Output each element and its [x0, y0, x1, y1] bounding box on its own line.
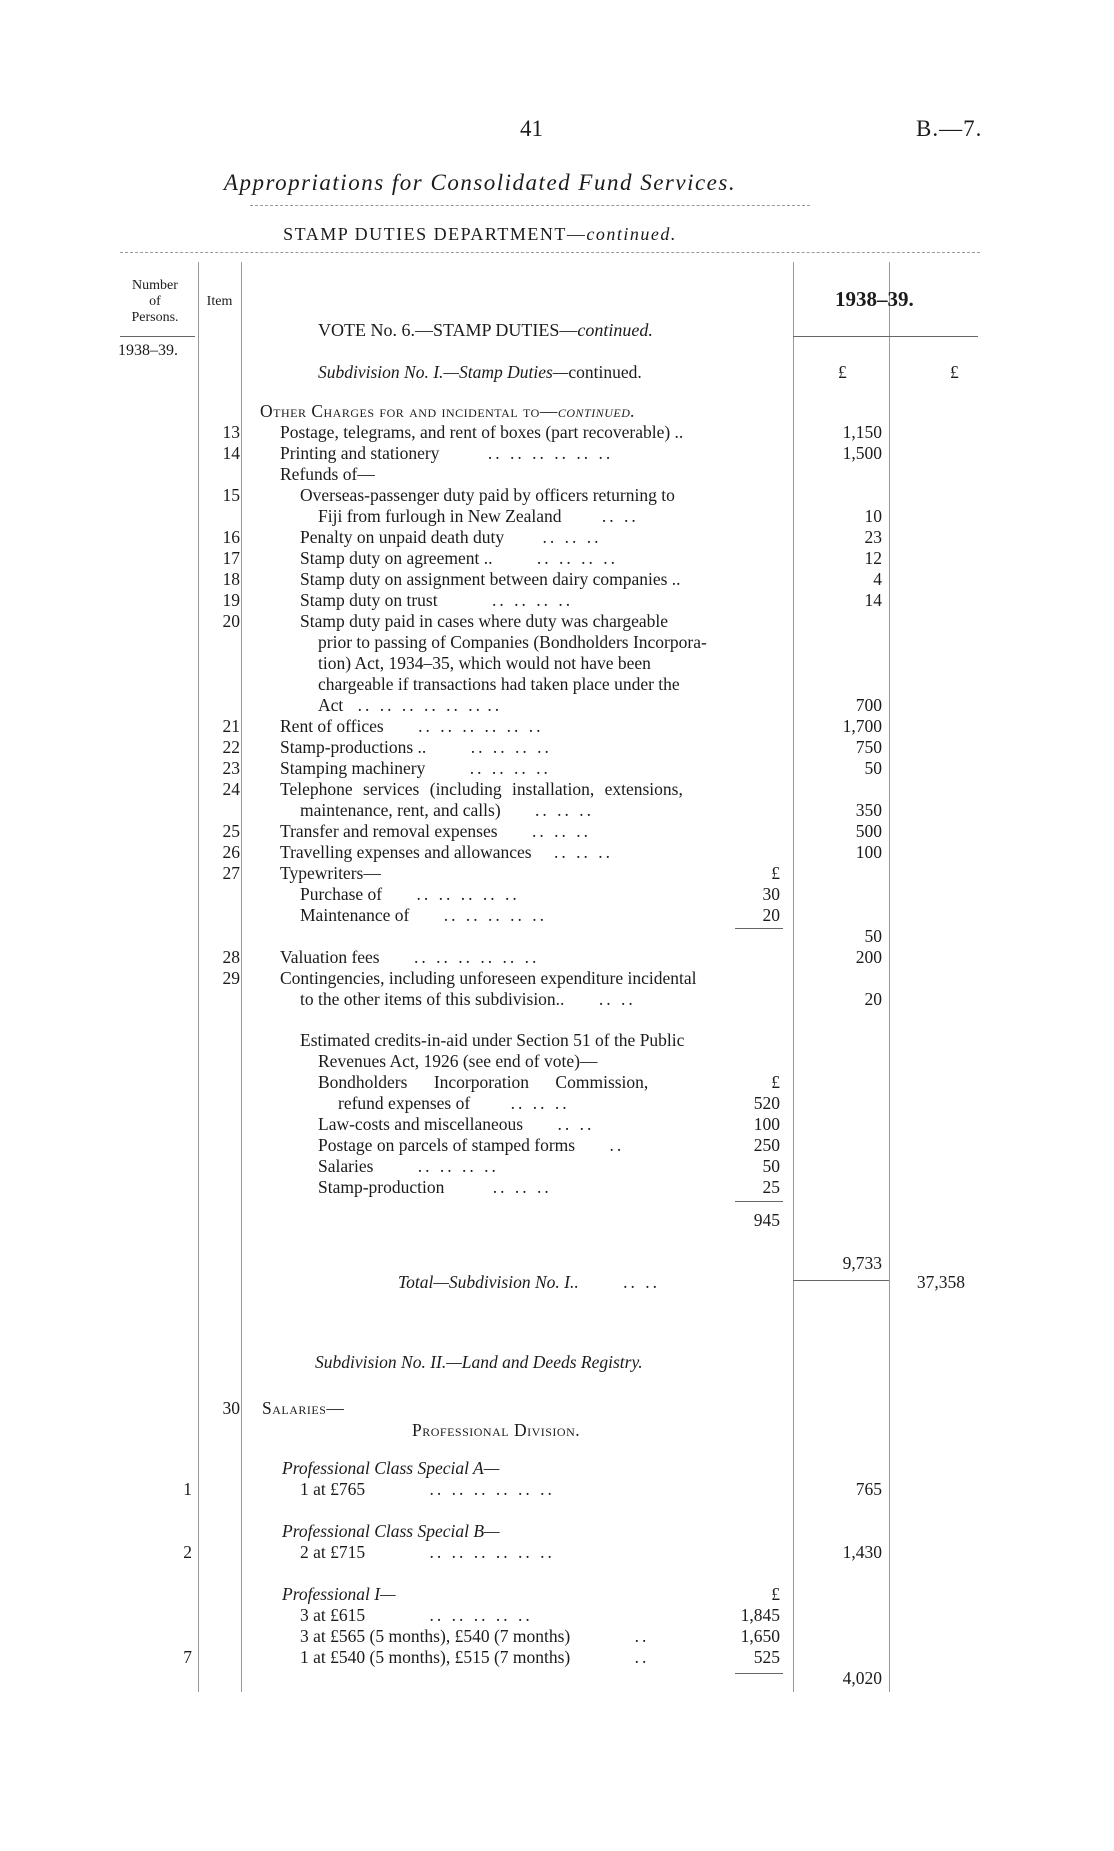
class-heading: Professional Class Special B— — [282, 1521, 500, 1541]
row-text: Overseas-passenger duty paid by officers returning to — [300, 485, 675, 505]
credit-row: Stamp-production .. .. .. — [318, 1177, 552, 1197]
row-text: Contingencies, including unforeseen expenditure incidental — [280, 968, 697, 988]
other-charges-heading: Other Charges for and incidental to—continued. — [260, 401, 636, 421]
row-text: Stamp duty paid in cases where duty was chargeable — [300, 611, 669, 631]
item-number: 20 — [222, 611, 240, 631]
row-amount: 14 — [864, 590, 882, 610]
typewriters-total: 50 — [864, 926, 882, 946]
salary-amount: 525 — [753, 1647, 780, 1667]
row-text: Stamp duty on assignment between dairy companies .. — [300, 569, 681, 589]
credit-row: Salaries .. .. .. .. — [318, 1156, 499, 1176]
row-text: Act .. .. .. .. .. .. .. — [318, 695, 503, 715]
row-text: to the other items of this subdivision.. .. .. — [300, 989, 636, 1009]
item-number: 15 — [222, 485, 240, 505]
item-number: 18 — [222, 569, 240, 589]
row-text: Refunds of— — [280, 464, 375, 484]
typewriters-purchase-amount: 30 — [762, 884, 780, 904]
column-rule-item — [241, 262, 242, 1692]
credit-amount: 250 — [753, 1135, 780, 1155]
row-amount: 12 — [864, 548, 882, 568]
item-number: 17 — [222, 548, 240, 568]
salaries-heading: Salaries— — [262, 1398, 345, 1418]
item-number: 22 — [222, 737, 240, 757]
class-heading: Professional I— — [282, 1584, 396, 1604]
row-text: Penalty on unpaid death duty .. .. .. — [300, 527, 602, 547]
salary-amount: 765 — [855, 1479, 882, 1499]
salary-line: 3 at £565 (5 months), £540 (7 months) .. — [300, 1626, 650, 1646]
salary-line: 3 at £615 .. .. .. .. .. — [300, 1605, 533, 1625]
salary-line: 1 at £765 .. .. .. .. .. .. — [300, 1479, 555, 1499]
credit-row: refund expenses of .. .. .. — [338, 1093, 570, 1113]
column-rule-amount-left — [793, 262, 794, 1692]
pound-left: £ — [838, 362, 847, 382]
subdivision-total-amount: 9,733 — [842, 1253, 882, 1273]
salary-amount: 1,845 — [740, 1605, 780, 1625]
credits-pound: £ — [771, 1072, 780, 1092]
credits-sum-rule — [735, 1201, 783, 1202]
row-amount: 1,150 — [842, 422, 882, 442]
item-number: 26 — [222, 842, 240, 862]
subdivision-title: Subdivision No. I.—Stamp Duties—continued. — [318, 362, 642, 382]
year-left-header: 1938–39. — [118, 342, 178, 359]
typewriters-sum-rule — [735, 928, 783, 929]
title-divider — [250, 205, 810, 206]
row-amount: 50 — [864, 758, 882, 778]
row-text: Transfer and removal expenses .. .. .. — [280, 821, 591, 841]
item-number: 19 — [222, 590, 240, 610]
row-text: Valuation fees .. .. .. .. .. .. — [280, 947, 540, 967]
year-right-header: 1938–39. — [835, 287, 914, 311]
salary-amount: 1,650 — [740, 1626, 780, 1646]
subdivision-total-rule — [793, 1280, 889, 1281]
number-header-rule — [120, 336, 195, 337]
class-heading: Professional Class Special A— — [282, 1458, 500, 1478]
vote-title: VOTE No. 6.—STAMP DUTIES—continued. — [318, 320, 653, 340]
row-text: Travelling expenses and allowances .. .. .. — [280, 842, 613, 862]
credits-heading-line2: Revenues Act, 1926 (see end of vote)— — [318, 1051, 598, 1071]
item-number: 29 — [222, 968, 240, 988]
row-amount: 4 — [873, 569, 882, 589]
row-text: Stamp duty on trust .. .. .. .. — [300, 590, 574, 610]
prof-i-pound: £ — [771, 1584, 780, 1604]
column-rule-number — [198, 262, 199, 1692]
credit-row: Postage on parcels of stamped forms .. — [318, 1135, 625, 1155]
typewriters-pound: £ — [771, 863, 780, 883]
row-amount: 700 — [855, 695, 882, 715]
row-text: tion) Act, 1934–35, which would not have been — [318, 653, 651, 673]
page-title: Appropriations for Consolidated Fund Services. — [223, 170, 737, 195]
typewriters-maintenance-amount: 20 — [762, 905, 780, 925]
item-number: 16 — [222, 527, 240, 547]
row-amount: 200 — [855, 947, 882, 967]
subdivision-total-label: Total—Subdivision No. I.. .. .. — [398, 1272, 660, 1292]
credit-amount: 25 — [762, 1177, 780, 1197]
year-header-rule — [793, 336, 978, 337]
item-number: 23 — [222, 758, 240, 778]
header-divider — [120, 252, 980, 253]
number-of-persons-header: Number of Persons. — [131, 278, 179, 325]
subdivision-ii-title: Subdivision No. II.—Land and Deeds Registry. — [315, 1352, 643, 1372]
grand-total-amount: 37,358 — [916, 1272, 965, 1292]
item-number: 14 — [222, 443, 240, 463]
salary-line: 2 at £715 .. .. .. .. .. .. — [300, 1542, 555, 1562]
row-text: Telephone services (including installation, extensions, — [280, 779, 683, 799]
row-text: Stamp-productions .. .. .. .. .. — [280, 737, 552, 757]
row-amount: 100 — [855, 842, 882, 862]
item-number: 21 — [222, 716, 240, 736]
row-text: Stamping machinery .. .. .. .. — [280, 758, 551, 778]
item-number: 25 — [222, 821, 240, 841]
column-rule-amount-right — [889, 262, 890, 1692]
row-text: Fiji from furlough in New Zealand .. .. — [318, 506, 639, 526]
credit-amount: 520 — [753, 1093, 780, 1113]
row-amount: 750 — [855, 737, 882, 757]
prof-i-sum-rule — [735, 1673, 783, 1674]
credit-row: Bondholders Incorporation Commission, — [318, 1072, 649, 1092]
salary-line: 1 at £540 (5 months), £515 (7 months) .. — [300, 1647, 650, 1667]
page-reference: B.—7. — [916, 116, 983, 141]
row-text: Postage, telegrams, and rent of boxes (part recoverable) .. — [280, 422, 684, 442]
row-amount: 500 — [855, 821, 882, 841]
credit-amount: 100 — [753, 1114, 780, 1134]
row-amount: 1,500 — [842, 443, 882, 463]
item-number: 27 — [222, 863, 240, 883]
row-amount: 20 — [864, 989, 882, 1009]
row-text: Printing and stationery .. .. .. .. .. .. — [280, 443, 614, 463]
row-text: Rent of offices .. .. .. .. .. .. — [280, 716, 544, 736]
credit-row: Law-costs and miscellaneous .. .. — [318, 1114, 595, 1134]
item-header: Item — [206, 294, 233, 309]
row-text: Stamp duty on agreement .. .. .. .. .. — [300, 548, 618, 568]
credit-amount: 50 — [762, 1156, 780, 1176]
persons-count: 7 — [183, 1647, 192, 1667]
salary-amount: 1,430 — [842, 1542, 882, 1562]
row-amount: 1,700 — [842, 716, 882, 736]
item-number: 24 — [222, 779, 240, 799]
credits-heading-line1: Estimated credits-in-aid under Section 51 of the Public — [300, 1030, 685, 1050]
item-number: 28 — [222, 947, 240, 967]
credits-total: 945 — [753, 1210, 780, 1230]
row-text: chargeable if transactions had taken place under the — [318, 674, 680, 694]
row-text: Maintenance of .. .. .. .. .. — [300, 905, 547, 925]
row-amount: 23 — [864, 527, 882, 547]
item-number: 13 — [222, 422, 240, 442]
row-text: prior to passing of Companies (Bondholders Incorpora- — [318, 632, 707, 652]
persons-count: 2 — [183, 1542, 192, 1562]
pound-right: £ — [950, 362, 959, 382]
professional-division-heading: Professional Division. — [412, 1420, 581, 1440]
row-text: Purchase of .. .. .. .. .. — [300, 884, 520, 904]
prof-i-total: 4,020 — [842, 1668, 882, 1688]
row-text: maintenance, rent, and calls) .. .. .. — [300, 800, 595, 820]
row-amount: 10 — [864, 506, 882, 526]
row-text: Typewriters— — [280, 863, 381, 883]
page-number: 41 — [520, 116, 543, 141]
department-heading: STAMP DUTIES DEPARTMENT—continued. — [283, 224, 677, 244]
item-number: 30 — [222, 1398, 240, 1418]
row-amount: 350 — [855, 800, 882, 820]
persons-count: 1 — [183, 1479, 192, 1499]
